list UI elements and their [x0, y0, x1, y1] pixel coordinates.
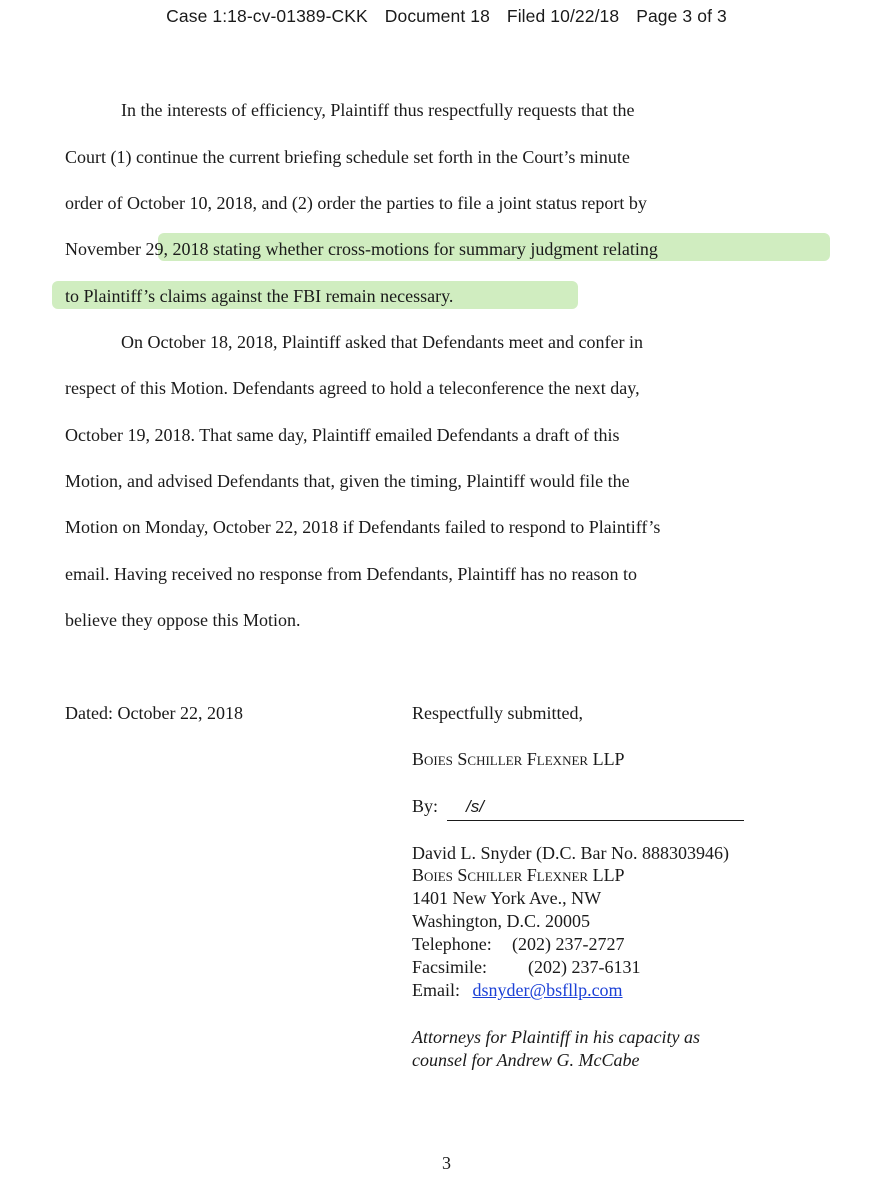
paragraph-1-line-4-prefix: November — [65, 239, 146, 259]
attorney-role-line-1: Attorneys for Plaintiff in his capacity as — [412, 1027, 700, 1047]
case-number: Case 1:18-cv-01389-CKK — [166, 6, 368, 26]
highlighted-text-1: 29, 2018 stating whether cross-motions for summary judgment relating — [145, 239, 658, 259]
telephone-value: (202) 237-2727 — [512, 934, 625, 954]
highlighted-text-2: to Plaintiff’s claims against the FBI remain necessary. — [65, 286, 454, 306]
respectfully-submitted: Respectfully submitted, — [412, 703, 583, 723]
filed-date: Filed 10/22/18 — [506, 6, 620, 26]
case-header — [0, 6, 893, 27]
telephone-row — [412, 933, 712, 955]
facsimile-label: Facsimile: — [412, 957, 487, 977]
by-label: By: — [412, 796, 439, 816]
firm-name: Boies Schiller Flexner LLP — [412, 749, 625, 769]
page-number: 3 — [442, 1153, 451, 1173]
facsimile-value: (202) 237-6131 — [528, 957, 641, 977]
attorney-role-line-2: counsel for Andrew G. McCabe — [412, 1050, 640, 1070]
paragraph-2-line-4: Motion, and advised Defendants that, given the timing, Plaintiff would file the — [65, 471, 630, 491]
dated-line: Dated: October 22, 2018 — [65, 703, 243, 723]
paragraph-2-line-7: believe they oppose this Motion. — [65, 610, 301, 630]
email-row — [412, 979, 623, 1001]
email-link[interactable]: dsnyder@bsfllp.com — [472, 980, 623, 1000]
paragraph-2-line-1: On October 18, 2018, Plaintiff asked that Defendants meet and confer in — [121, 332, 644, 352]
signature-mark: /s/ — [466, 797, 484, 816]
paragraph-1-line-2: Court (1) continue the current briefing schedule set forth in the Court’s minute — [65, 147, 630, 167]
paragraph-1-line-1: In the interests of efficiency, Plaintiff thus respectfully requests that the — [121, 100, 635, 120]
telephone-label: Telephone: — [412, 934, 492, 954]
email-label: Email: — [412, 980, 460, 1000]
document-number: Document 18 — [384, 6, 490, 26]
paragraph-2-line-3: October 19, 2018. That same day, Plaintiff emailed Defendants a draft of this — [65, 425, 620, 445]
address-line-2: Washington, D.C. 20005 — [412, 911, 591, 931]
firm-name-repeat: Boies Schiller Flexner LLP — [412, 865, 625, 885]
address-line-1: 1401 New York Ave., NW — [412, 888, 602, 908]
paragraph-1-line-4 — [65, 238, 658, 260]
attorney-name: David L. Snyder (D.C. Bar No. 888303946) — [412, 843, 729, 863]
paragraph-2-line-5: Motion on Monday, October 22, 2018 if Defendants failed to respond to Plaintiff’s — [65, 517, 661, 537]
paragraph-2-line-6: email. Having received no response from Defendants, Plaintiff has no reason to — [65, 564, 638, 584]
facsimile-row — [412, 956, 712, 978]
page-indicator: Page 3 of 3 — [636, 6, 727, 26]
paragraph-2-line-2: respect of this Motion. Defendants agreed to hold a teleconference the next day, — [65, 378, 640, 398]
paragraph-1-line-3: order of October 10, 2018, and (2) order the parties to file a joint status report by — [65, 193, 647, 213]
signature-line — [447, 820, 744, 821]
